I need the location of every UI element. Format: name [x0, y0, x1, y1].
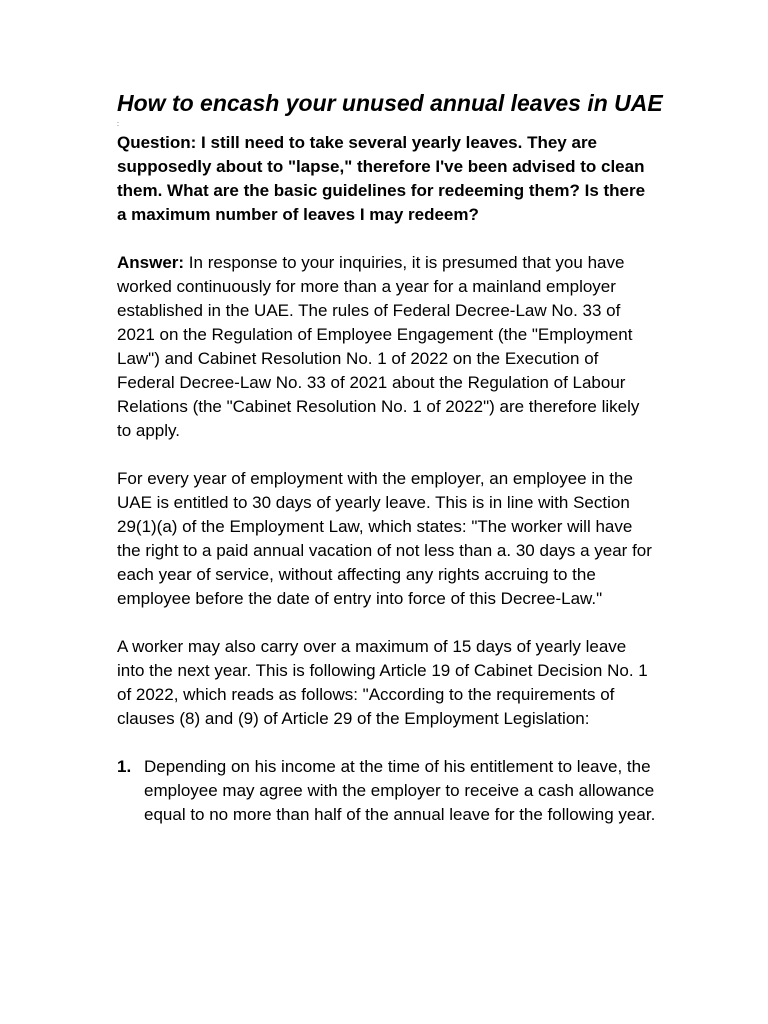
numbered-list: [117, 755, 657, 827]
question-paragraph: Question: I still need to take several yearly leaves. They are supposedly about to "lapse," therefore I've been advised to clean them. What are the basic guidelines for redeeming them? Is there a maximum number of leaves I may redeem?: [117, 133, 646, 224]
list-item-number: 1.: [117, 757, 132, 776]
answer-text: In response to your inquiries, it is presumed that you have worked continuously for more than a year for a mainland employer established in the UAE. The rules of Federal Decree-Law No. 33 of 2021 on the Regulation of Employee Engagement (the "Employment Law") and Cabinet Resolution No. 1 of 2022 on the Execution of Federal Decree-Law No. 33 of 2021 about the Regulation of Labour Relations (the "Cabinet Resolution No. 1 of 2022") are therefore likely to apply.: [117, 253, 640, 440]
list-item-text: Depending on his income at the time of his entitlement to leave, the employee may agree with the employer to receive a cash allowance equal to no more than half of the annual leave for the following year.: [144, 757, 656, 824]
marker-text: :: [117, 121, 119, 128]
page-title: How to encash your unused annual leaves in UAE: [117, 90, 663, 116]
entitlement-paragraph: For every year of employment with the employer, an employee in the UAE is entitled to 30 days of yearly leave. This is in line with Section 29(1)(a) of the Employment Law, which states: "The worker will have the right to a paid annual vacation of not less than a. 30 days a year for each year of service, without affecting any rights accruing to the employee before the date of entry into force of this Decree-Law.": [117, 469, 652, 608]
list-item: [117, 755, 657, 827]
document-page: [117, 88, 663, 827]
carry-over-paragraph: A worker may also carry over a maximum of 15 days of yearly leave into the next year. This is following Article 19 of Cabinet Decision No. 1 of 2022, which reads as follows: "According to the requirements of clauses (8) and (9) of Article 29 of the Employment Legislation:: [117, 637, 648, 728]
answer-label: Answer:: [117, 253, 185, 272]
answer-paragraph: [117, 251, 657, 443]
